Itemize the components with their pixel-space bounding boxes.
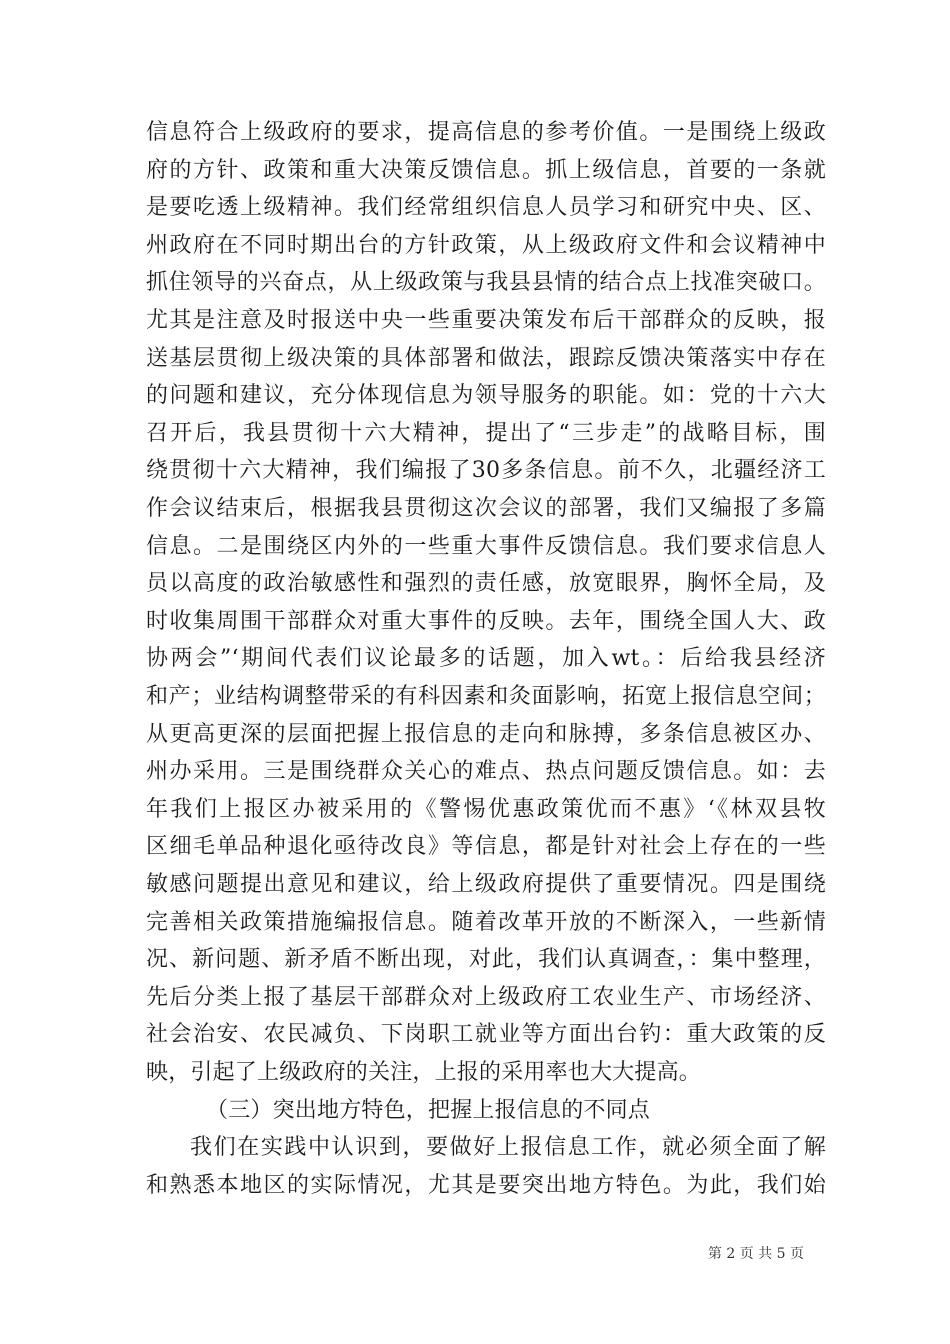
paragraph-line: 绕贯彻十六大精神，我们编报了30多条信息。前不久，北疆经济工 (146, 458, 826, 484)
paragraph-line: 召开后，我县贯彻十六大精神，提出了“三步走”的战略目标，围 (146, 420, 826, 446)
paragraph-line: 时收集周围干部群众对重大事件的反映。去年，围绕全国人大、政 (146, 608, 826, 634)
page-footer: 第 2 页 共 5 页 (707, 1246, 804, 1262)
section-heading: （三）突出地方特色，把握上报信息的不同点 (206, 1097, 651, 1123)
paragraph-line: 社会治安、农民减负、下岗职工就业等方面出台钓：重大政策的反 (146, 1022, 826, 1048)
paragraph-line: 信息。二是围绕区内外的一些重大事件反馈信息。我们要求信息人 (146, 533, 826, 559)
paragraph-line: 和产；业结构调整带采的有科因素和灸面影响，拓宽上报信息空间； (146, 684, 826, 709)
paragraph-line: 先后分类上报了基层干部群众对上级政府工农业生产、市场经济、 (146, 984, 826, 1010)
paragraph-line: 尤其是注意及时报送中央一些重要决策发布后干部群众的反映，报 (146, 308, 826, 333)
paragraph-line: 完善相关政策措施编报信息。随着改革开放的不断深入，一些新情 (146, 909, 826, 935)
paragraph-line: 区细毛单品种退化亟待改良》等信息，都是针对社会上存在的一些 (146, 834, 826, 860)
paragraph-line: 协两会”‘期间代表们议论最多的话题，加入wt。：后给我县经济 (146, 646, 826, 672)
paragraph-line: 作会议结束后，根据我县贯彻这次会议的部署，我们又编报了多篇 (146, 496, 826, 521)
paragraph-line: 映，引起了上级政府的关注，上报的采用率也大大提高。 (146, 1060, 702, 1085)
paragraph-line: 信息符合上级政府的要求，提高信息的参考价值。一是围绕上级政 (146, 120, 826, 145)
paragraph-line: 府的方针、政策和重大决策反馈信息。抓上级信息，首要的一条就 (146, 157, 826, 183)
paragraph-line: 从更高更深的层面把握上报信息的走向和脉搏，多条信息被区办、 (146, 721, 826, 747)
paragraph-line: 年我们上报区办被采用的《警惕优惠政策优而不惠》‘《林双县牧 (146, 796, 826, 822)
paragraph-line: 送基层贯彻上级决策的具体部署和做法，跟踪反馈决策落实中存在 (146, 345, 826, 371)
paragraph-line: 和熟悉本地区的实际情况，尤其是要突出地方特色。为此，我们始 (146, 1172, 826, 1198)
paragraph-line: 州政府在不同时期出台的方针政策，从上级政府文件和会议精神中 (146, 232, 826, 258)
paragraph-line: 我们在实践中认识到，要做好上报信息工作，就必须全面了解 (190, 1135, 826, 1161)
paragraph-line: 是要吃透上级精神。我们经常组织信息人员学习和研究中央、区、 (146, 195, 826, 221)
paragraph-line: 抓住领导的兴奋点，从上级政策与我县县情的结合点上找准突破口。 (146, 270, 826, 296)
paragraph-line: 州办采用。三是围绕群众关心的难点、热点问题反馈信息。如：去 (146, 759, 826, 785)
paragraph-line: 的问题和建议，充分体现信息为领导服务的职能。如：党的十六大 (146, 383, 826, 409)
paragraph-line: 况、新问题、新矛盾不断出现，对此，我们认真调查，：集中整理， (146, 947, 826, 973)
paragraph-line: 员以高度的政治敏感性和强烈的责任感，放宽眼界，胸怀全局，及 (146, 571, 826, 597)
paragraph-line: 敏感问题提出意见和建议，给上级政府提供了重要情况。四是围绕 (146, 872, 826, 897)
